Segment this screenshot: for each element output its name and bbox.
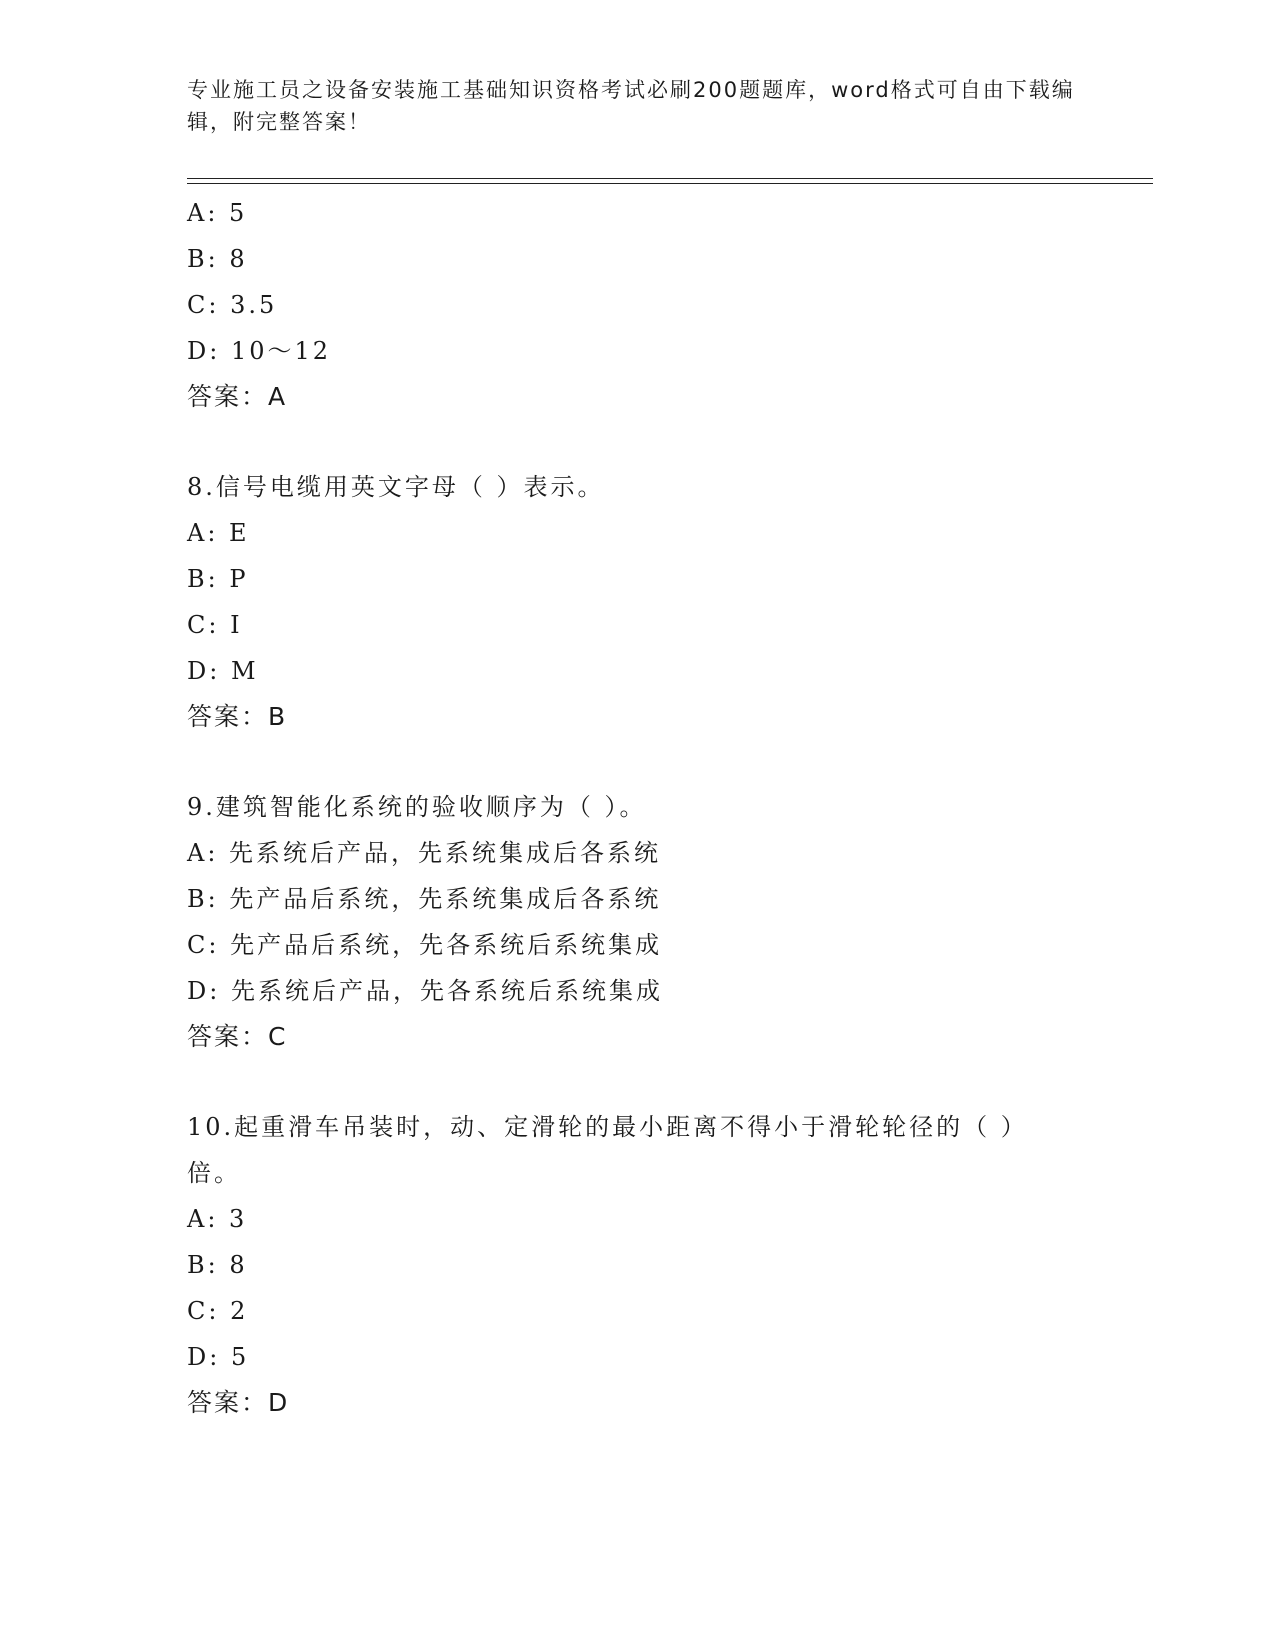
answer-label: 答案：C	[187, 1022, 288, 1051]
option-b: B: 8	[187, 245, 248, 273]
question-7-continuation	[187, 190, 1087, 420]
question-10	[187, 1104, 1087, 1426]
document-title: 专业施工员之设备安装施工基础知识资格考试必刷200题题库，word格式可自由下载编辑，附完整答案！	[187, 78, 1075, 134]
question-text: 9.建筑智能化系统的验收顺序为（ ）。	[187, 793, 647, 821]
option-d: D: M	[187, 657, 259, 685]
question-text: 8.信号电缆用英文字母（ ）表示。	[187, 473, 605, 501]
header-rule-bottom	[187, 183, 1153, 184]
option-d: D: 先系统后产品，先各系统后系统集成	[187, 977, 663, 1005]
option-b: B: 先产品后系统，先系统集成后各系统	[187, 885, 662, 913]
answer-label: 答案：B	[187, 702, 288, 731]
option-a: A: 3	[187, 1205, 248, 1233]
option-d: D: 5	[187, 1343, 250, 1371]
option-c: C: 2	[187, 1297, 249, 1325]
option-b: B: P	[187, 565, 249, 593]
option-a: A: 5	[187, 199, 248, 227]
question-list	[187, 190, 1087, 1426]
question-text: 10.起重滑车吊装时，动、定滑轮的最小距离不得小于滑轮轮径的（ ）倍。	[187, 1113, 1028, 1187]
option-d: D: 10～12	[187, 337, 332, 365]
option-c: C: I	[187, 611, 243, 639]
question-9	[187, 784, 1087, 1060]
answer-label: 答案：A	[187, 382, 288, 411]
option-a: A: 先系统后产品，先系统集成后各系统	[187, 839, 662, 867]
option-c: C: 先产品后系统，先各系统后系统集成	[187, 931, 663, 959]
question-8	[187, 464, 1087, 740]
answer-label: 答案：D	[187, 1388, 290, 1417]
option-a: A: E	[187, 519, 250, 547]
header-rule-top	[187, 178, 1153, 179]
option-c: C: 3.5	[187, 291, 278, 319]
option-b: B: 8	[187, 1251, 248, 1279]
